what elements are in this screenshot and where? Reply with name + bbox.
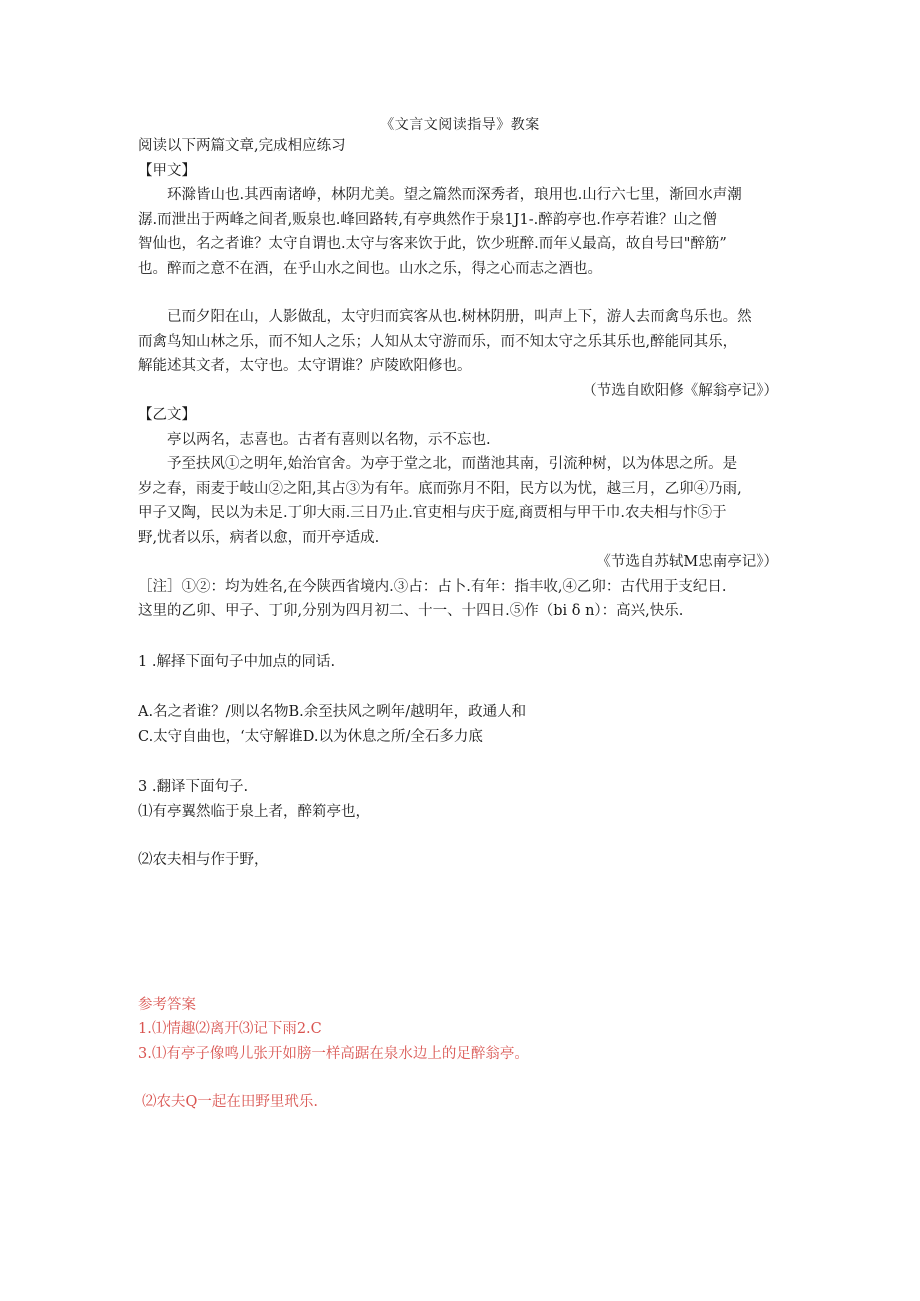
intro-text: 阅读以下两篇文章,完成相应练习	[138, 138, 346, 154]
question-3-item-1: ⑴有亭翼然临于泉上者，醉筣亭也，	[138, 803, 370, 820]
answer-heading: 参考答案	[138, 996, 196, 1013]
question-3-item-2: ⑵农夫相与作于野，	[138, 852, 269, 868]
answer-section	[138, 993, 788, 1115]
yi-p2-line: 野,忧者以乐，病者以愈，而开亭适成.	[138, 529, 380, 546]
question-3: 3 .翻译下面句子.	[138, 779, 249, 795]
yi-paragraph-1: 亭以两名，志喜也。古者有喜则以名物，示不忘也.	[167, 431, 491, 448]
yi-heading: 【乙文】	[138, 407, 196, 423]
document-body	[138, 134, 788, 1115]
yi-p2-line: 甲子又陶，民以为未足.丁卯大雨.三日乃止.官吏相与庆于庭,商贾相与甲干巾.农夫相与忭⑤于	[138, 505, 727, 521]
question-1-options	[138, 700, 788, 749]
jia-p1-line: 也。醉而之意不在酒，在乎山水之间也。山水之乐，得之心而志之酒也。	[138, 260, 602, 277]
yi-p2-line: 岁之春，雨麦于岐山②之阳,其占③为有年。底而弥月不阳，民方以为忧，越三月，乙卯④乃雨,	[138, 480, 742, 497]
note-line: 这里的乙卯、甲子、丁卯,分别为四月初二、十一、十四日.⑤作（bi δ n）：高兴,快乐.	[138, 603, 684, 619]
jia-p1-line: 环滁皆山也.其西南诸峥，林阴尤美。望之篇然而深秀者，琅用也.山行六七里，渐回水声潮	[167, 187, 742, 203]
yi-notes	[138, 575, 788, 624]
jia-paragraph-2	[138, 305, 788, 379]
yi-source: 《节选自苏轼M忠南亭记》）	[596, 554, 778, 570]
option-line: A.名之者谁？/则以名物B.余至扶风之咧年/越明年，政通人和	[138, 704, 527, 720]
jia-heading: 【甲文】	[138, 162, 196, 179]
document-title: 《文言文阅读指导》教案	[380, 117, 540, 133]
jia-p2-line: 而禽鸟知山林之乐，而不知人之乐；人知从太守游而乐，而不知太守之乐其乐也,醉能同其乐，	[138, 333, 738, 350]
answer-line: ⑵农夫Q一起在田野里玳乐.	[142, 1094, 318, 1110]
yi-paragraph-2	[138, 452, 788, 550]
jia-p2-line: 解能述其文者，太守也。太守谓谁？庐陵欧阳修也。	[138, 358, 472, 374]
option-line: C.太守自曲也，‘太守解谁D.以为休息之所/全石多力底	[138, 728, 483, 745]
question-1: 1 .解择下面句子中加点的同话.	[138, 653, 336, 670]
yi-p2-line: 予至扶风①之明年,始治官舍。为亭于堂之北，而凿池其南，引流种树，以为体思之所。是	[167, 456, 738, 472]
jia-source: （节选自欧阳修《解翁亭记》）	[582, 382, 778, 399]
jia-p1-line: 潺.而泄出于两峰之间者,贩泉也.峰回路转,有亭典然作于泉1J1-.醉韵亭也.作亭若谁？山之僧	[138, 211, 717, 228]
answer-line: 3.⑴有亭子像鸣儿张开如膀一样高踞在泉水边上的足醉翁亭。	[138, 1045, 529, 1062]
answer-line: 1.⑴情趣⑵离开⑶记下雨2.C	[138, 1021, 322, 1037]
note-line: ［注］①②：均为姓名,在今陕西省境内.③占：占卜.有年：指丰收,④乙卯：古代用于支纪日.	[138, 578, 727, 595]
jia-paragraph-1	[138, 183, 788, 281]
jia-p1-line: 智仙也，名之者谁？太守自谓也.太守与客来饮于此，饮少班醉.而年乂最高，故自号曰"醉筋”	[138, 236, 727, 252]
jia-p2-line: 已而夕阳在山，人影做乱，太守归而宾客从也.树林阴册，叫声上下，游人去而禽鸟乐也。然	[167, 309, 752, 325]
